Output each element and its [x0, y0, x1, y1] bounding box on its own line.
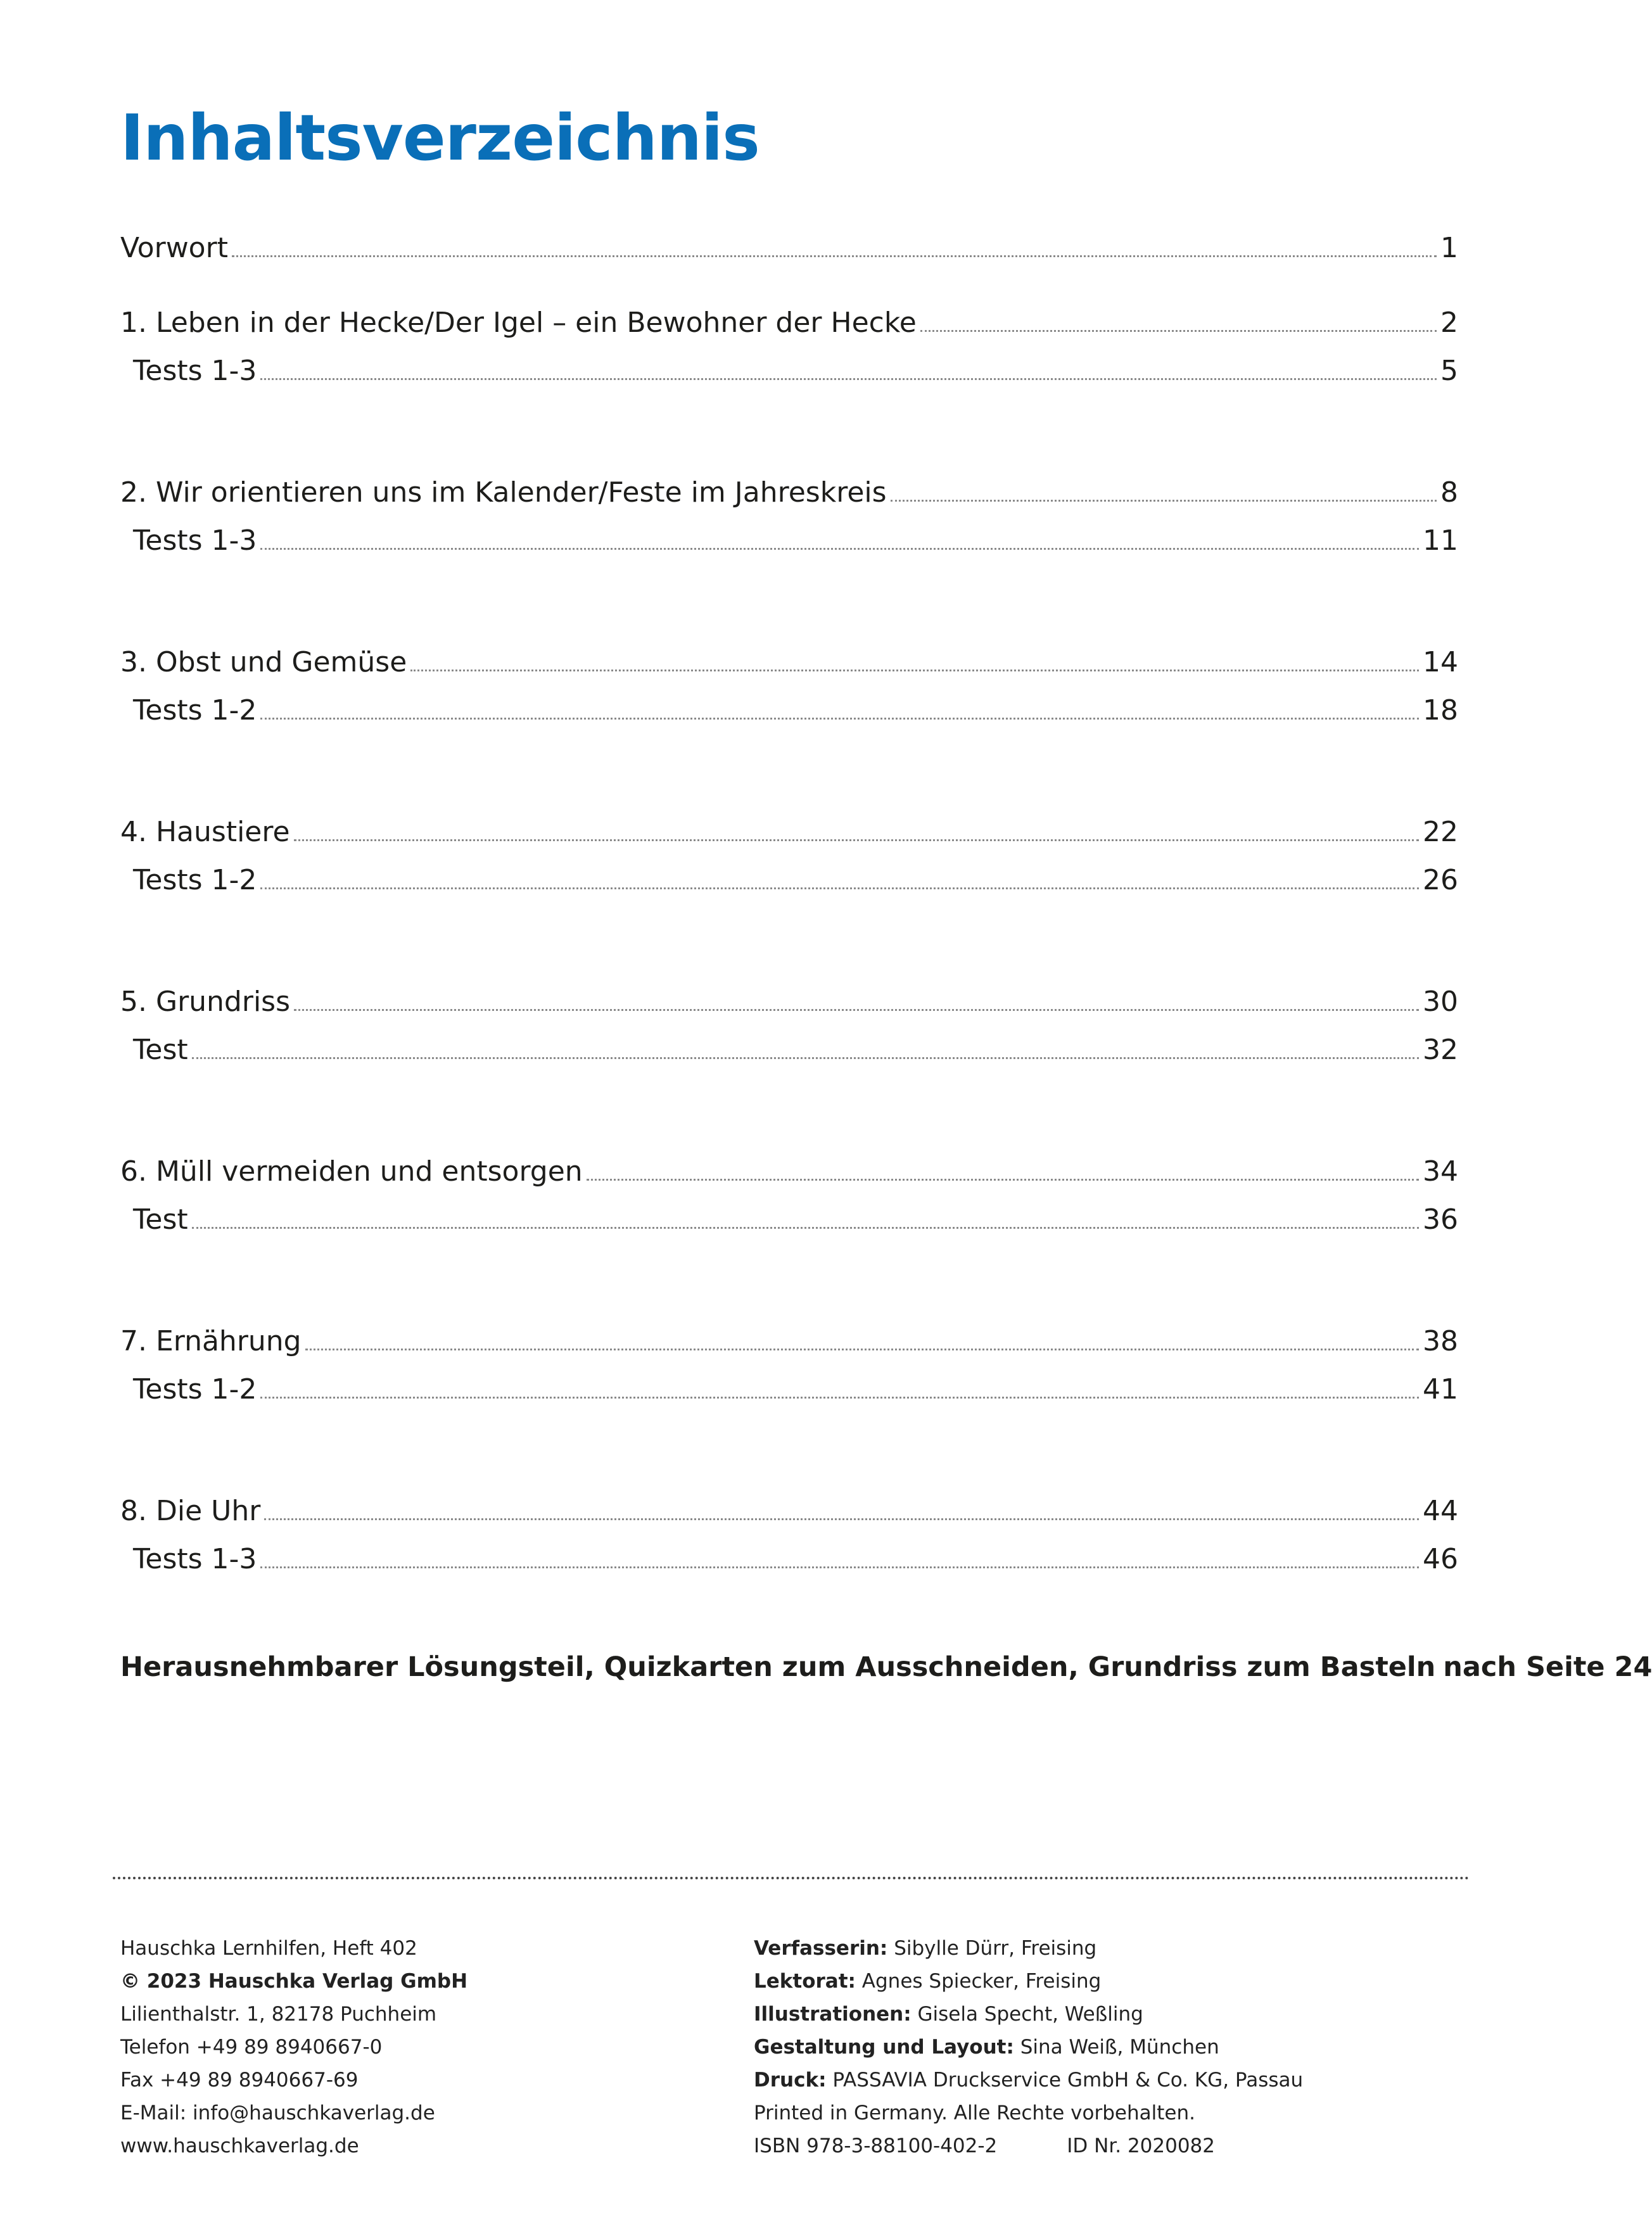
toc-entry-page: 22: [1423, 816, 1458, 848]
dot-leader: [410, 670, 1419, 671]
toc-entry-label: Tests 1-2: [133, 1373, 257, 1406]
dot-leader: [294, 839, 1419, 841]
toc-entry-page: 11: [1423, 524, 1458, 557]
dot-leader: [305, 1349, 1419, 1350]
dot-leader: [192, 1057, 1419, 1059]
toc-entry-label: 8. Die Uhr: [120, 1495, 261, 1527]
toc-entry-chapter-4[interactable]: [120, 806, 1458, 846]
toc-entry-label: Vorwort: [120, 232, 228, 264]
dot-leader: [587, 1179, 1419, 1181]
toc-entry-appendix[interactable]: [120, 1641, 1652, 1683]
toc-entry-page: 18: [1423, 694, 1458, 727]
toc-entry-page: 44: [1423, 1495, 1458, 1527]
page-title: Inhaltsverzeichnis: [120, 101, 759, 175]
website-link[interactable]: www.hauschkaverlag.de: [120, 2135, 359, 2157]
divider: [113, 1877, 1470, 1879]
toc-entry-label: 5. Grundriss: [120, 986, 291, 1018]
phone-line: Telefon +49 89 8940667-0: [120, 2036, 383, 2059]
dot-leader: [260, 548, 1419, 550]
dot-leader: [294, 1009, 1419, 1011]
toc-entry-label: Tests 1-3: [133, 355, 257, 387]
dot-leader: [260, 718, 1419, 720]
toc-entry-page: 41: [1423, 1373, 1458, 1406]
toc-entry-label: Tests 1-3: [133, 1543, 257, 1575]
toc-entry-chapter-5[interactable]: [120, 975, 1458, 1016]
isbn-line: ISBN 978-3-88100-402-2 ID Nr. 2020082: [754, 2135, 1216, 2157]
toc-entry-label: 3. Obst und Gemüse: [120, 646, 407, 678]
toc-entry-label: Tests 1-2: [133, 864, 257, 896]
dot-leader: [232, 255, 1437, 257]
toc-entry-label: 1. Leben in der Hecke/Der Igel – ein Bewohner der Hecke: [120, 307, 917, 339]
toc-entry-chapter-4-tests[interactable]: [120, 854, 1458, 894]
toc-entry-label: Tests 1-2: [133, 694, 257, 727]
publisher-imprint: [120, 1932, 467, 2162]
toc-entry-chapter-6-test[interactable]: [120, 1193, 1458, 1234]
toc-entry-label: 2. Wir orientieren uns im Kalender/Feste im Jahreskreis: [120, 476, 887, 509]
toc-entry-chapter-6[interactable]: [120, 1145, 1458, 1186]
toc-entry-page: 26: [1423, 864, 1458, 896]
toc-entry-page: 46: [1423, 1543, 1458, 1575]
id-number: ID Nr. 2020082: [1067, 2135, 1216, 2157]
author-line: Verfasserin: Sibylle Dürr, Freising: [754, 1937, 1097, 1960]
dot-leader: [260, 1397, 1419, 1399]
toc-entry-chapter-3-tests[interactable]: [120, 684, 1458, 725]
toc-entry-page: 30: [1423, 986, 1458, 1018]
toc-entry-page: 36: [1423, 1203, 1458, 1236]
email-link[interactable]: E-Mail: info@hauschkaverlag.de: [120, 2102, 435, 2124]
rights-line: Printed in Germany. Alle Rechte vorbehalten.: [754, 2102, 1195, 2124]
design-line: Gestaltung und Layout: Sina Weiß, München: [754, 2036, 1219, 2059]
copyright-line: © 2023 Hauschka Verlag GmbH: [120, 1970, 468, 1993]
toc-entry-label: Tests 1-3: [133, 524, 257, 557]
toc-entry-chapter-3[interactable]: [120, 636, 1458, 676]
toc-entry-page: 38: [1423, 1325, 1458, 1357]
toc-entry-label: 6. Müll vermeiden und entsorgen: [120, 1155, 583, 1188]
toc-entry-label: 4. Haustiere: [120, 816, 290, 848]
dot-leader: [260, 887, 1419, 889]
toc-entry-chapter-1[interactable]: [120, 296, 1458, 337]
toc-entry-chapter-8-tests[interactable]: [120, 1533, 1458, 1573]
toc-entry-label: Test: [133, 1034, 188, 1066]
dot-leader: [192, 1227, 1419, 1229]
dot-leader: [260, 1566, 1419, 1568]
toc-entry-page: 32: [1423, 1034, 1458, 1066]
illustrations-line: Illustrationen: Gisela Specht, Weßling: [754, 2003, 1143, 2026]
dot-leader: [260, 378, 1437, 380]
toc-entry-chapter-5-test[interactable]: [120, 1024, 1458, 1064]
credits-imprint: [754, 1932, 1303, 2162]
toc-entry-chapter-2-tests[interactable]: [120, 514, 1458, 555]
toc-entry-vorwort[interactable]: [120, 222, 1458, 262]
toc-entry-page: 8: [1440, 476, 1458, 509]
toc-entry-page: 1: [1440, 232, 1458, 264]
toc-entry-page: 14: [1423, 646, 1458, 678]
dot-leader: [264, 1518, 1419, 1520]
dot-leader: [920, 330, 1437, 332]
address-line: Lilienthalstr. 1, 82178 Puchheim: [120, 2003, 437, 2026]
fax-line: Fax +49 89 8940667-69: [120, 2069, 359, 2092]
toc-entry-page: 5: [1440, 355, 1458, 387]
toc-entry-page: 34: [1423, 1155, 1458, 1188]
toc-entry-chapter-7-tests[interactable]: [120, 1363, 1458, 1404]
toc-entry-page: nach Seite 24: [1443, 1651, 1652, 1683]
toc-entry-chapter-8[interactable]: [120, 1485, 1458, 1525]
series-line: Hauschka Lernhilfen, Heft 402: [120, 1937, 417, 1960]
toc-entry-chapter-1-tests[interactable]: [120, 345, 1458, 385]
toc-entry-label: Herausnehmbarer Lösungsteil, Quizkarten zum Ausschneiden, Grundriss zum Basteln: [120, 1651, 1436, 1683]
editor-line: Lektorat: Agnes Spiecker, Freising: [754, 1970, 1102, 1993]
dot-leader: [891, 500, 1437, 502]
toc-entry-label: 7. Ernährung: [120, 1325, 302, 1357]
toc-entry-label: Test: [133, 1203, 188, 1236]
toc-entry-chapter-7[interactable]: [120, 1315, 1458, 1355]
toc-entry-page: 2: [1440, 307, 1458, 339]
print-line: Druck: PASSAVIA Druckservice GmbH & Co. KG, Passau: [754, 2069, 1304, 2092]
toc-entry-chapter-2[interactable]: [120, 466, 1458, 507]
